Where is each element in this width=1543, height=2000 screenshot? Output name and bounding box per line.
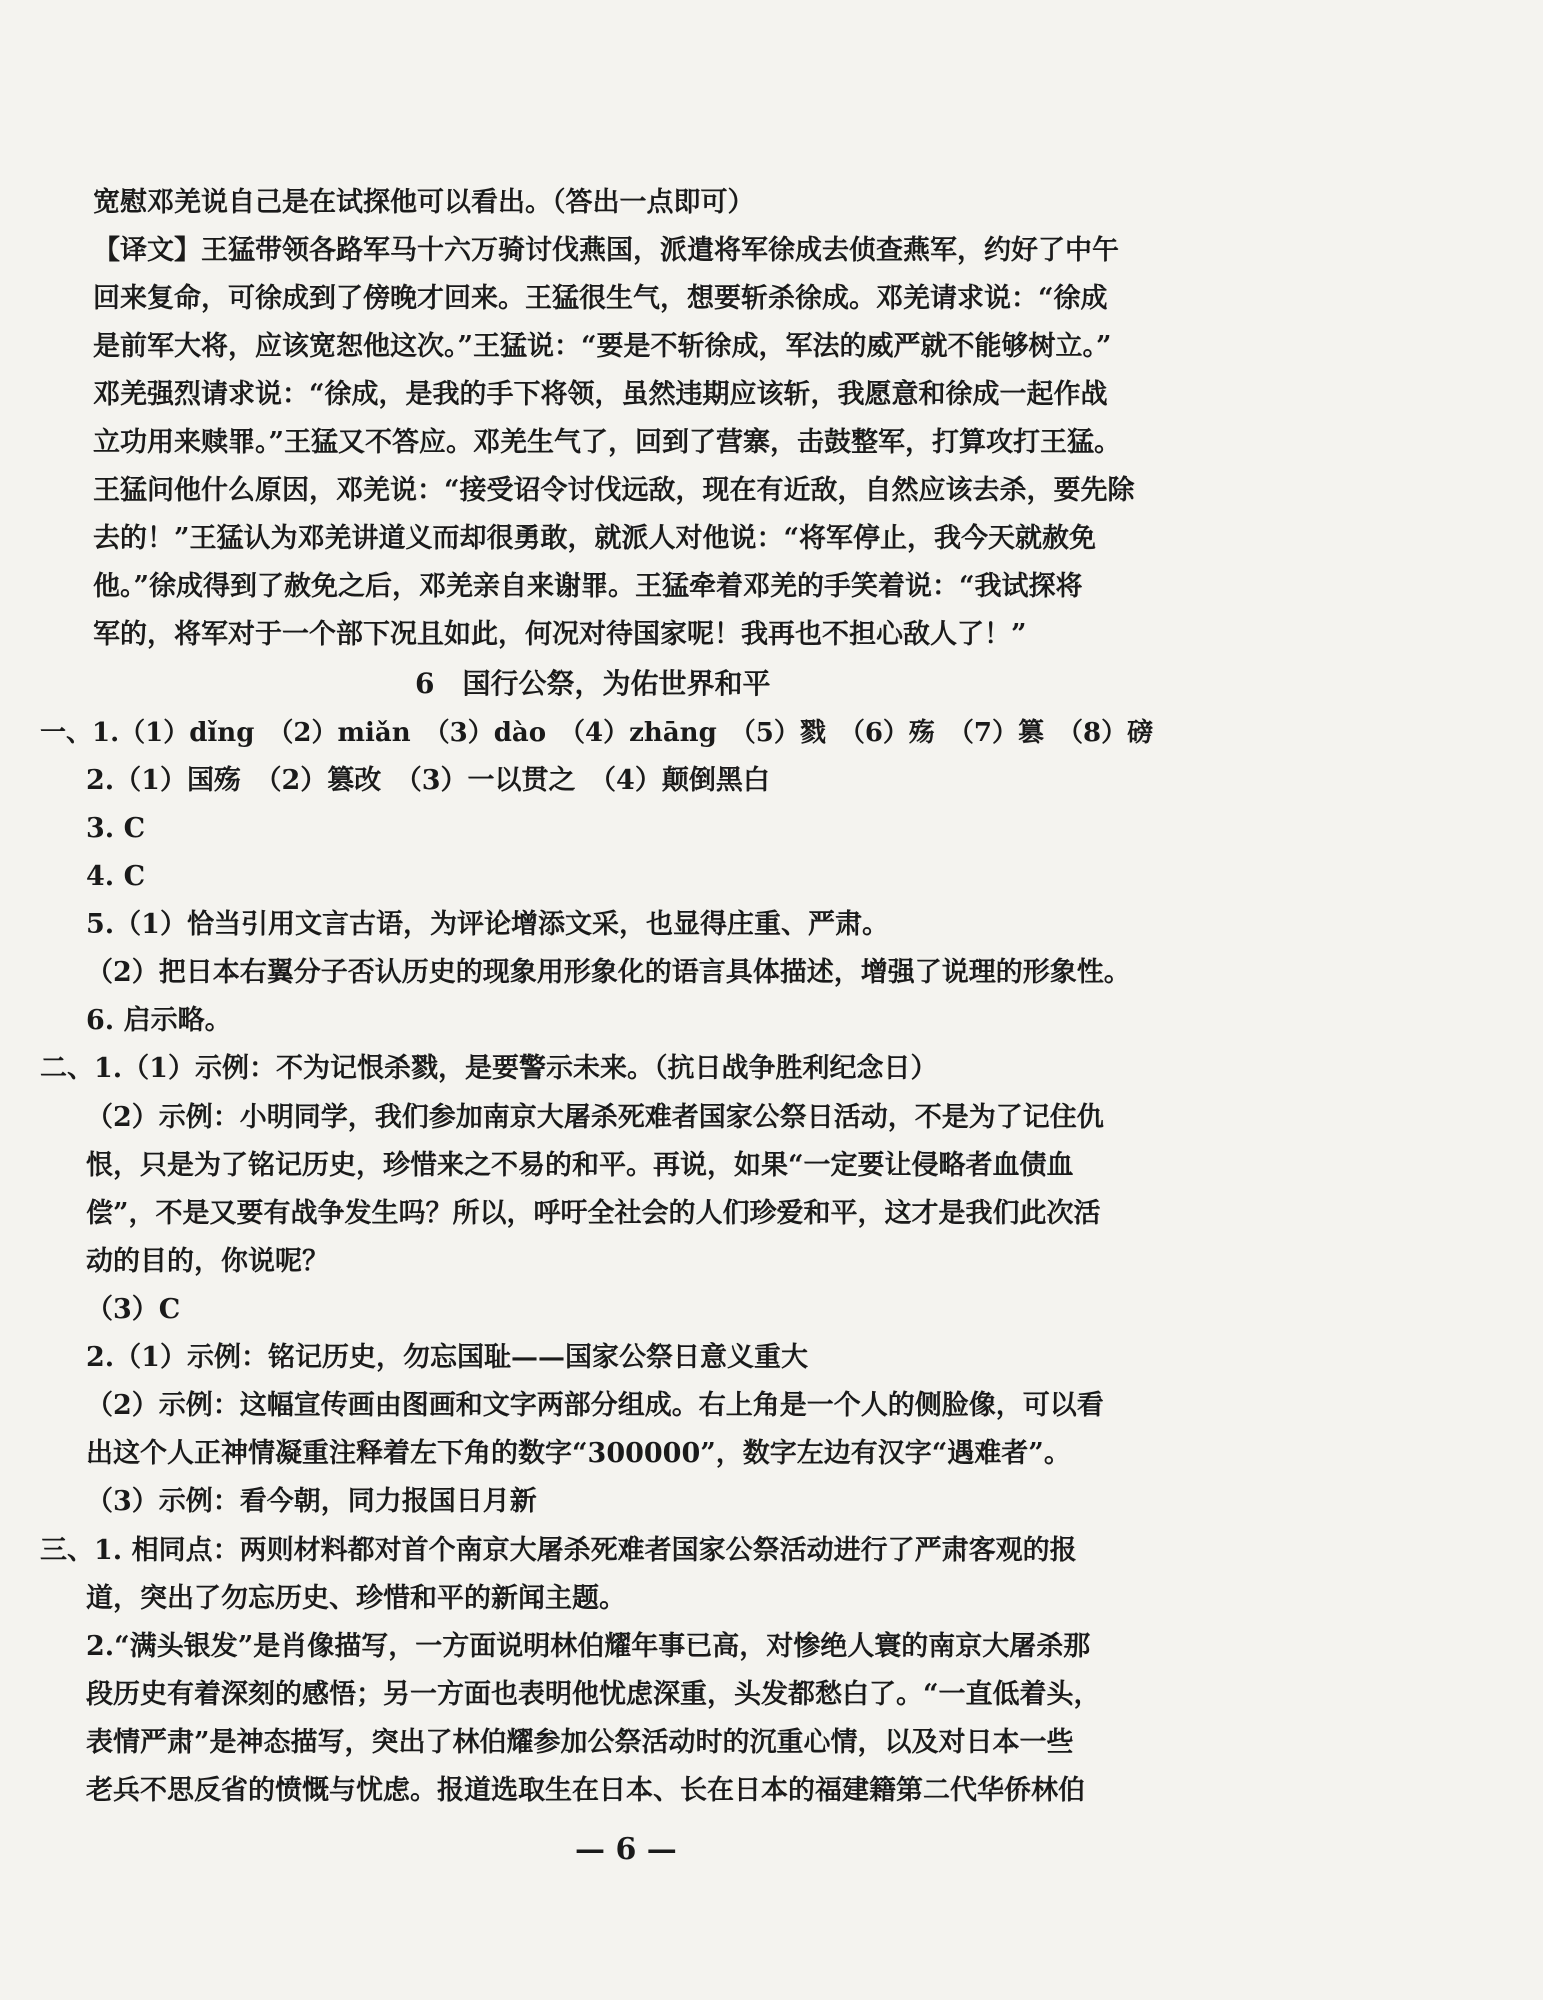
question-line: （2）示例：这幅宣传画由图画和文字两部分组成。右上角是一个人的侧脸像，可以看 bbox=[86, 1390, 1104, 1421]
text-line: 出这个人正神情凝重注释着左下角的数字“300000”，数字左边有汉字“遇难者”。 bbox=[86, 1438, 1071, 1469]
text-line: 是前军大将，应该宽恕他这次。”王猛说：“要是不斩徐成，军法的威严就不能够树立。” bbox=[93, 331, 1112, 362]
text-line: 宽慰邓羌说自己是在试探他可以看出。（答出一点即可） bbox=[93, 187, 755, 218]
text-line: 动的目的，你说呢？ bbox=[86, 1246, 329, 1277]
question-line: 3. C bbox=[86, 813, 146, 844]
translation-line: 【译文】王猛带领各路军马十六万骑讨伐燕国，派遣将军徐成去侦查燕军，约好了中午 bbox=[93, 235, 1119, 266]
text-line: 表情严肃”是神态描写，突出了林伯耀参加公祭活动时的沉重心情，以及对日本一些 bbox=[86, 1727, 1074, 1758]
text-line: 军的，将军对于一个部下况且如此，何况对待国家呢！我再也不担心敌人了！” bbox=[93, 619, 1027, 650]
question-line: 2.（1）国殇 （2）篡改 （3）一以贯之 （4）颠倒黑白 bbox=[86, 765, 770, 796]
text-line: 回来复命，可徐成到了傍晚才回来。王猛很生气，想要斩杀徐成。邓羌请求说：“徐成 bbox=[93, 283, 1108, 314]
question-line: 5.（1）恰当引用文言古语，为评论增添文采，也显得庄重、严肃。 bbox=[86, 909, 889, 940]
text-line: 恨，只是为了铭记历史，珍惜来之不易的和平。再说，如果“一定要让侵略者血债血 bbox=[86, 1150, 1074, 1181]
question-line: 6. 启示略。 bbox=[86, 1005, 232, 1036]
text-line: 道，突出了勿忘历史、珍惜和平的新闻主题。 bbox=[86, 1583, 626, 1614]
question-line: （2）把日本右翼分子否认历史的现象用形象化的语言具体描述，增强了说理的形象性。 bbox=[86, 957, 1131, 988]
text-line: 段历史有着深刻的感悟；另一方面也表明他忧虑深重，头发都愁白了。“一直低着头， bbox=[86, 1679, 1101, 1710]
text-line: 去的！”王猛认为邓羌讲道义而却很勇敢，就派人对他说：“将军停止，我今天就赦免 bbox=[93, 523, 1097, 554]
text-line: 他。”徐成得到了赦免之后，邓羌亲自来谢罪。王猛牵着邓羌的手笑着说：“我试探将 bbox=[93, 571, 1083, 602]
page-number: — 6 — bbox=[575, 1832, 677, 1867]
question-line: 三、1. 相同点：两则材料都对首个南京大屠杀死难者国家公祭活动进行了严肃客观的报 bbox=[40, 1535, 1077, 1566]
text-line: 邓羌强烈请求说：“徐成，是我的手下将领，虽然违期应该斩，我愿意和徐成一起作战 bbox=[93, 379, 1108, 410]
question-line: 二、1.（1）示例：不为记恨杀戮，是要警示未来。（抗日战争胜利纪念日） bbox=[40, 1053, 938, 1084]
text-line: 王猛问他什么原因，邓羌说：“接受诏令讨伐远敌，现在有近敌，自然应该去杀，要先除 bbox=[93, 475, 1135, 506]
question-line: （3）示例：看今朝，同力报国日月新 bbox=[86, 1486, 537, 1517]
question-line: 2.“满头银发”是肖像描写，一方面说明林伯耀年事已高，对惨绝人寰的南京大屠杀那 bbox=[86, 1631, 1091, 1662]
text-line: 老兵不思反省的愤慨与忧虑。报道选取生在日本、长在日本的福建籍第二代华侨林伯 bbox=[86, 1775, 1085, 1806]
question-line: 一、1.（1）dǐng （2）miǎn （3）dào （4）zhāng （5）戮 （6）殇 （7）篡 （8）磅 bbox=[40, 718, 1154, 748]
question-line: （2）示例：小明同学，我们参加南京大屠杀死难者国家公祭日活动，不是为了记住仇 bbox=[86, 1102, 1104, 1133]
question-line: 4. C bbox=[86, 861, 146, 892]
section-title: 6 国行公祭，为佑世界和平 bbox=[415, 667, 771, 700]
question-line: （3）C bbox=[86, 1294, 181, 1325]
text-line: 偿”，不是又要有战争发生吗？所以，呼吁全社会的人们珍爱和平，这才是我们此次活 bbox=[86, 1198, 1101, 1229]
text-line: 立功用来赎罪。”王猛又不答应。邓羌生气了，回到了营寨，击鼓整军，打算攻打王猛。 bbox=[93, 427, 1122, 458]
question-line: 2.（1）示例：铭记历史，勿忘国耻——国家公祭日意义重大 bbox=[86, 1342, 808, 1373]
